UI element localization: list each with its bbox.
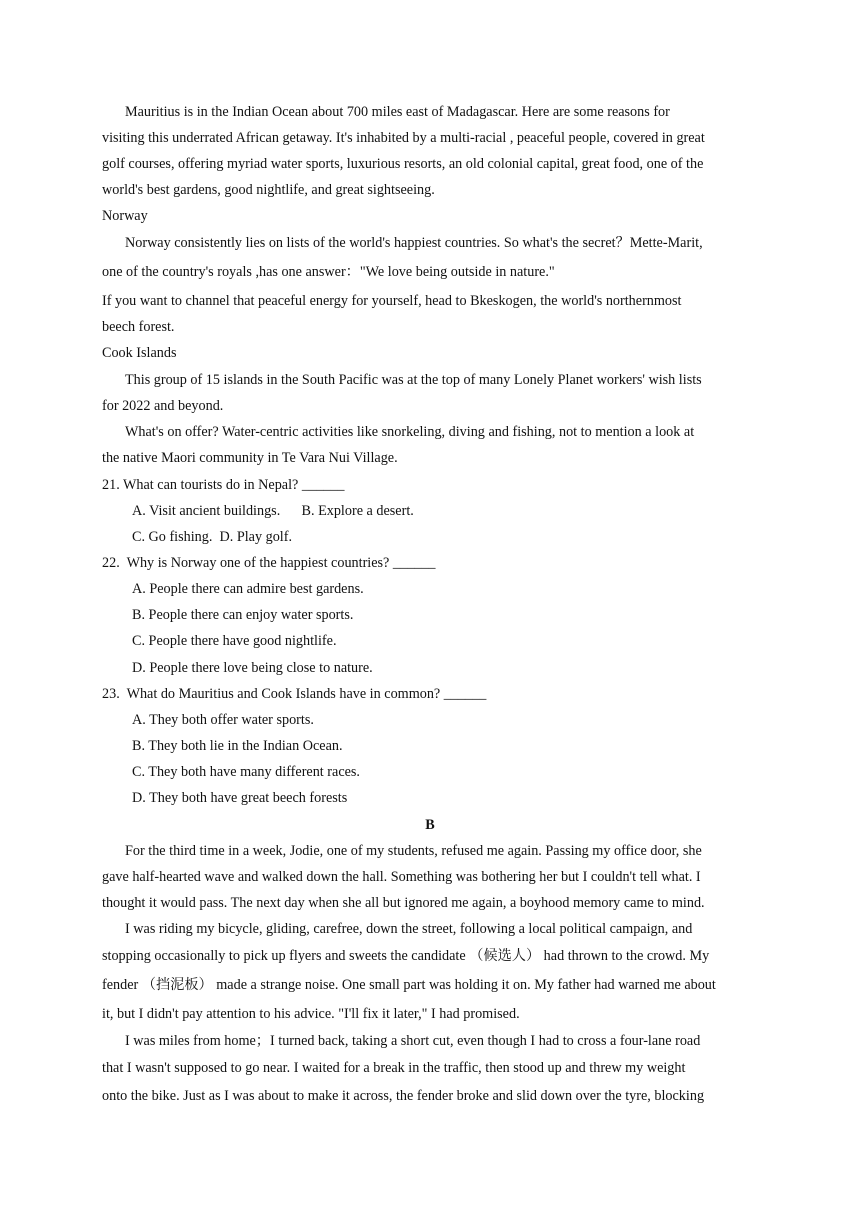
mauritius-line-3: golf courses, offering myriad water sports, luxurious resorts, an old colonial capital, great food, one of the: [102, 156, 704, 172]
question-23-stem: 23. What do Mauritius and Cook Islands have in common? ______: [102, 686, 487, 702]
question-22-option-c: C. People there have good nightlife.: [132, 633, 337, 649]
question-22-stem: 22. Why is Norway one of the happiest countries? ______: [102, 555, 436, 571]
section-b-line-6: fender （挡泥板） made a strange noise. One small part was holding it on. My father had warned me about: [102, 977, 716, 993]
section-b-line-5: stopping occasionally to pick up flyers and sweets the candidate （候选人） had thrown to the crowd. My: [102, 948, 710, 964]
question-23-option-b: B. They both lie in the Indian Ocean.: [132, 738, 343, 754]
cook-islands-heading: Cook Islands: [102, 345, 177, 361]
mauritius-line-4: world's best gardens, good nightlife, and great sightseeing.: [102, 182, 435, 198]
question-23-option-d: D. They both have great beech forests: [132, 790, 348, 806]
norway-line-4: beech forest.: [102, 319, 175, 335]
section-b-line-3: thought it would pass. The next day when she all but ignored me again, a boyhood memory came to mind.: [102, 895, 705, 911]
question-21-options-cd: C. Go fishing. D. Play golf.: [132, 529, 293, 545]
question-21-stem: 21. What can tourists do in Nepal? ______: [102, 477, 345, 493]
mauritius-line-1: Mauritius is in the Indian Ocean about 700 miles east of Madagascar. Here are some reasons for: [125, 104, 670, 120]
question-22-option-a: A. People there can admire best gardens.: [132, 581, 364, 597]
question-21-options-ab: A. Visit ancient buildings. B. Explore a desert.: [132, 503, 414, 519]
section-b-line-7: it, but I didn't pay attention to his advice. "I'll fix it later," I had promised.: [102, 1006, 520, 1022]
mauritius-line-2: visiting this underrated African getaway. It's inhabited by a multi-racial , peaceful people, covered in great: [102, 130, 705, 146]
section-b-line-8: I was miles from home；I turned back, taking a short cut, even though I had to cross a four-lane road: [125, 1033, 701, 1049]
section-b-line-9: that I wasn't supposed to go near. I waited for a break in the traffic, then stood up and threw my weight: [102, 1060, 686, 1076]
norway-line-1: Norway consistently lies on lists of the world's happiest countries. So what's the secret？Mette-Marit,: [125, 235, 703, 251]
section-b-heading: B: [425, 817, 435, 833]
section-b-line-2: gave half-hearted wave and walked down the hall. Something was bothering her but I couldn't tell what. I: [102, 869, 701, 885]
cook-islands-line-1: This group of 15 islands in the South Pacific was at the top of many Lonely Planet workers' wish lists: [125, 372, 702, 388]
norway-heading: Norway: [102, 208, 148, 224]
cook-islands-line-4: the native Maori community in Te Vara Nui Village.: [102, 450, 398, 466]
section-b-line-10: onto the bike. Just as I was about to make it across, the fender broke and slid down over the tyre, blocking: [102, 1088, 705, 1104]
question-22-option-b: B. People there can enjoy water sports.: [132, 607, 354, 623]
cook-islands-line-2: for 2022 and beyond.: [102, 398, 224, 414]
question-22-option-d: D. People there love being close to nature.: [132, 660, 373, 676]
question-23-option-c: C. They both have many different races.: [132, 764, 360, 780]
section-b-line-1: For the third time in a week, Jodie, one of my students, refused me again. Passing my office door, she: [125, 843, 702, 859]
norway-line-3: If you want to channel that peaceful energy for yourself, head to Bkeskogen, the world's northernmost: [102, 293, 682, 309]
cook-islands-line-3: What's on offer? Water-centric activities like snorkeling, diving and fishing, not to mention a look at: [125, 424, 695, 440]
norway-line-2: one of the country's royals ,has one answer："We love being outside in nature.": [102, 264, 555, 280]
section-b-line-4: I was riding my bicycle, gliding, carefree, down the street, following a local political campaign, and: [125, 921, 693, 937]
question-23-option-a: A. They both offer water sports.: [132, 712, 314, 728]
